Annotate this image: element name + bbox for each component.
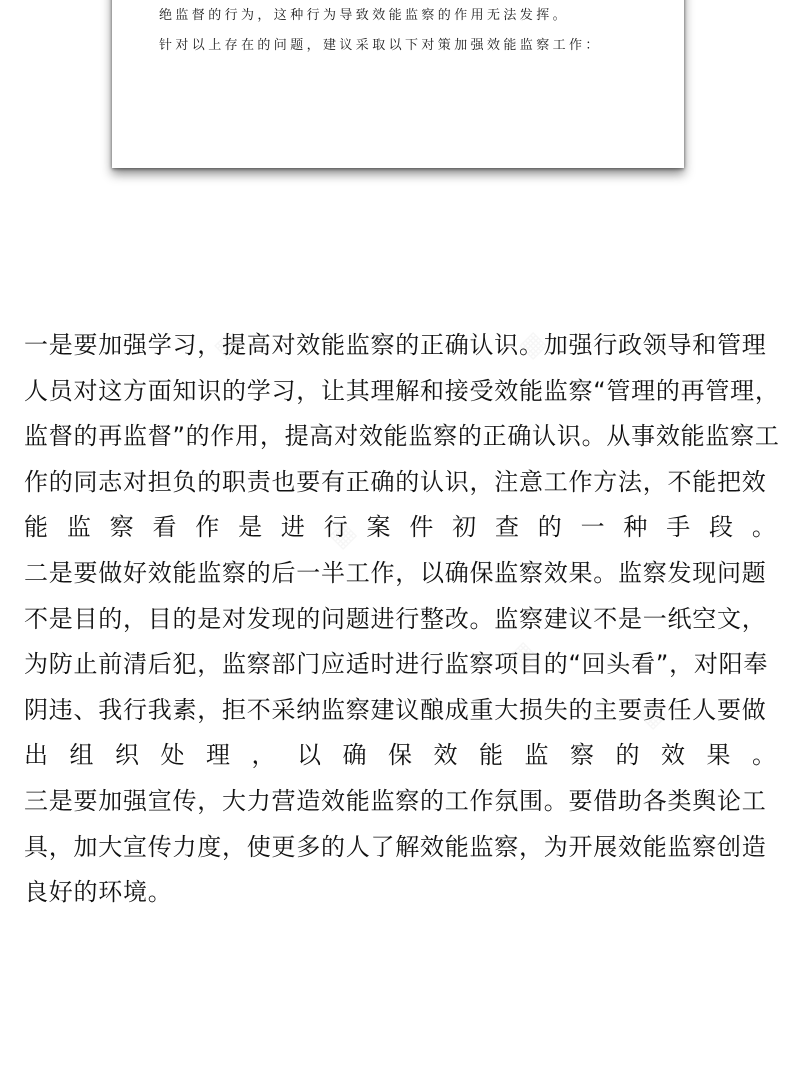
justified-char: 织 — [115, 741, 139, 770]
body-paragraphs — [24, 323, 780, 916]
justified-char: 初 — [452, 513, 477, 542]
justified-char: 察 — [570, 741, 594, 770]
justified-char: 查 — [494, 513, 519, 542]
justified-char: 察 — [109, 513, 134, 542]
body-line: 具，加大宣传力度，使更多的人了解效能监察，为开展效能监察创造 — [24, 832, 767, 861]
justified-char: 案 — [366, 513, 391, 542]
body-line: 三是要加强宣传，大力营造效能监察的工作氛围。要借助各类舆论工 — [24, 786, 767, 815]
body-line: 一是要加强学习，提高对效能监察的正确认识。加强行政领导和管理 — [24, 331, 767, 359]
justified-char: 出 — [24, 741, 48, 770]
justified-char: 。 — [751, 513, 776, 542]
body-line: 监督的再监督”的作用，提高对效能监察的正确认识。从事效能监察工 — [24, 422, 780, 451]
card-text-line-1: 绝监督的行为，这种行为导致效能监察的作用无法发挥。 — [159, 8, 570, 23]
justified-char: ， — [251, 741, 276, 770]
justified-char: 作 — [195, 513, 220, 542]
justified-char: 段 — [709, 513, 733, 542]
justified-char: 处 — [160, 741, 185, 770]
justified-char: 确 — [342, 741, 367, 770]
body-line: 二是要做好效能监察的后一半工作，以确保监察效果。监察发现问题 — [24, 558, 767, 587]
justified-char: 种 — [623, 513, 648, 542]
justified-char: 行 — [323, 513, 348, 542]
justified-char: 保 — [388, 741, 412, 770]
justified-char: 的 — [537, 513, 562, 542]
body-line: 阴违、我行我素，拒不采纳监察建议酿成重大损失的主要责任人要做 — [24, 695, 767, 724]
justified-char: 能 — [479, 741, 503, 770]
body-line: 为防止前清后犯，监察部门应适时进行监察项目的“回头看”，对阳奉 — [24, 650, 769, 679]
justified-char: 监 — [524, 741, 549, 770]
justified-char: 效 — [433, 741, 458, 770]
justified-char: 看 — [152, 513, 177, 542]
justified-char: 件 — [409, 513, 434, 542]
justified-char: 组 — [69, 741, 94, 770]
justified-char: 监 — [66, 513, 91, 542]
body-line: 作的同志对担负的职责也要有正确的认识，注意工作方法，不能把效 — [24, 467, 767, 496]
justified-char: 进 — [280, 513, 305, 542]
body-line: 人员对这方面知识的学习，让其理解和接受效能监察“管理的再管理， — [24, 376, 780, 405]
justified-char: 是 — [238, 513, 263, 542]
justified-char: 果 — [706, 741, 731, 770]
body-line-justified — [24, 505, 776, 551]
justified-char: 能 — [24, 513, 48, 542]
body-line: 良好的环境。 — [24, 878, 173, 907]
document-preview-card — [112, 0, 684, 168]
card-text-line-2: 针对以上存在的问题，建议采取以下对策加强效能监察工作： — [159, 38, 602, 53]
justified-char: 效 — [661, 741, 685, 770]
justified-char: 手 — [666, 513, 691, 542]
body-line-justified — [24, 733, 776, 779]
justified-char: 一 — [580, 513, 605, 542]
justified-char: 理 — [206, 741, 230, 770]
justified-char: 的 — [615, 741, 640, 770]
justified-char: 。 — [752, 741, 776, 770]
justified-char: 以 — [297, 741, 321, 770]
body-line: 不是目的，目的是对发现的问题进行整改。监察建议不是一纸空文， — [24, 604, 767, 633]
